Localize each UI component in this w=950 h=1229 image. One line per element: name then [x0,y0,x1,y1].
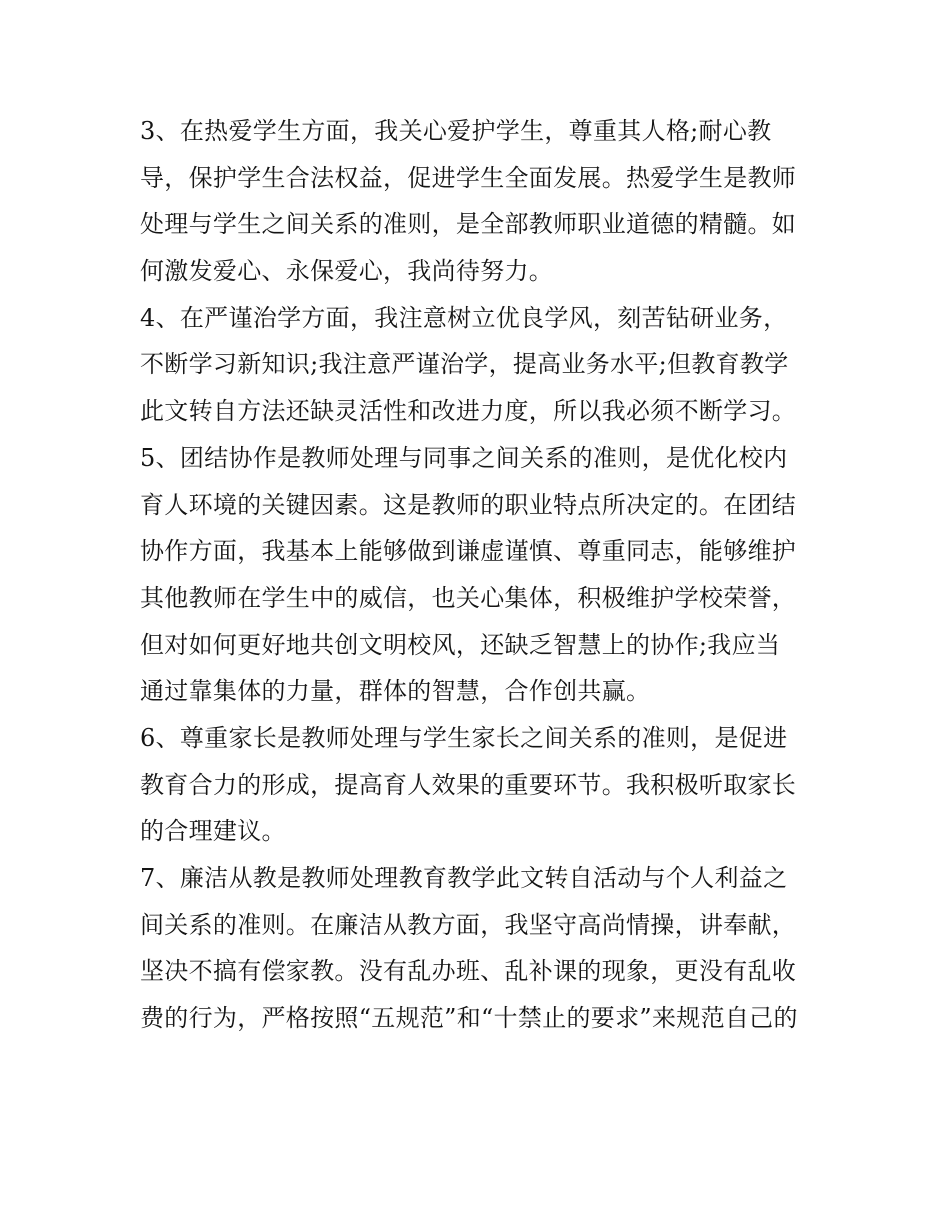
paragraph-5 [140,435,816,715]
text-line: 其他教师在学生中的威信，也关心集体，积极维护学校荣誉， [140,583,797,612]
text-line: 的合理建议。 [140,817,286,846]
text-line: 不断学习新知识;我注意严谨治学，提高业务水平;但教育教学 [140,350,789,379]
text-line: 7、廉洁从教是教师处理教育教学此文转自活动与个人利益之 [140,864,788,892]
text-line: 此文转自方法还缺灵活性和改进力度，所以我必须不断学习。 [140,397,797,426]
text-line: 3、在热爱学生方面，我关心爱护学生，尊重其人格;耐心教 [140,117,772,145]
document-body [140,108,816,1042]
text-line: 4、在严谨治学方面，我注意树立优良学风，刻苦钻研业务， [140,303,788,332]
text-line: 教育合力的形成，提高育人效果的重要环节。我积极听取家长 [140,770,797,799]
text-line: 间关系的准则。在廉洁从教方面，我坚守高尚情操，讲奉献， [140,910,797,939]
text-line: 处理与学生之间关系的准则，是全部教师职业道德的精髓。如 [140,210,797,239]
paragraph-6 [140,715,816,855]
text-line: 何激发爱心、永保爱心，我尚待努力。 [140,257,554,286]
text-line: 6、尊重家长是教师处理与学生家长之间关系的准则，是促进 [140,723,788,752]
paragraph-7 [140,855,816,1042]
text-line: 坚决不搞有偿家教。没有乱办班、乱补课的现象，更没有乱收 [140,957,797,986]
text-line: 但对如何更好地共创文明校风，还缺乏智慧上的协作;我应当 [140,630,781,659]
text-line: 费的行为，严格按照“五规范”和“十禁止的要求”来规范自己的 [140,1004,798,1033]
paragraph-3 [140,108,816,295]
text-line: 导，保护学生合法权益，促进学生全面发展。热爱学生是教师 [140,163,797,192]
text-line: 协作方面，我基本上能够做到谦虚谨慎、尊重同志，能够维护 [140,537,797,566]
text-line: 通过靠集体的力量，群体的智慧，合作创共赢。 [140,677,651,706]
text-line: 5、团结协作是教师处理与同事之间关系的准则，是优化校内 [140,443,788,472]
text-line: 育人环境的关键因素。这是教师的职业特点所决定的。在团结 [140,490,797,519]
paragraph-4 [140,295,816,435]
